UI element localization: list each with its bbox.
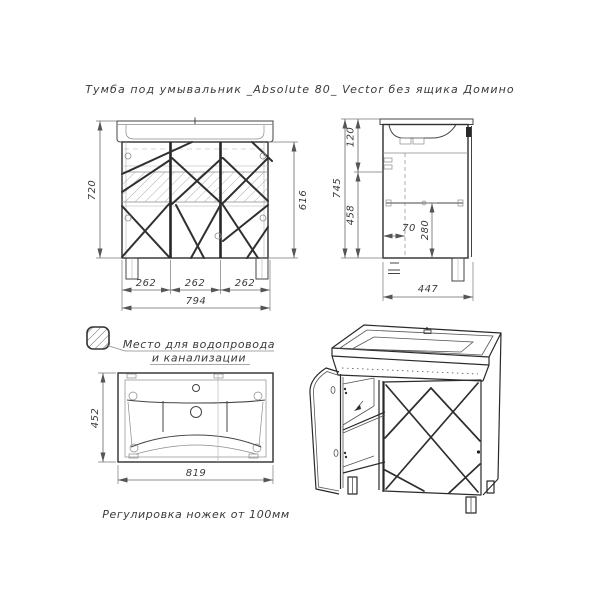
dim-front-w2: 262 [184,278,206,289]
iso-sink [332,325,501,365]
dim-side-pipe-offset: 70 [402,223,416,234]
side-shelf [386,200,463,206]
dim-side-under-shelf: 280 [420,219,431,241]
dim-side-depth: 447 [417,284,439,295]
dim-top-width: 819 [185,468,207,479]
dim-front-height: 720 [87,179,98,201]
iso-apron [332,356,489,381]
dim-side-bottom: 458 [345,204,357,226]
overflow-hole [193,385,200,392]
front-sink [117,118,273,143]
side-hinge-block [466,127,471,137]
side-view [332,119,473,301]
footnote-legs-adjust: Регулировка ножек от 100мм [102,508,290,521]
legend [87,327,275,365]
dim-top-depth: 452 [90,407,101,429]
side-basin-profile [389,125,456,139]
drain-hole [191,407,202,418]
bowl-contours [127,400,265,454]
service-hatch-band [122,166,268,206]
iso-interior [341,374,386,489]
iso-open-door [310,368,339,494]
dim-front-door-height: 616 [298,189,309,211]
dim-front-width: 794 [185,296,207,307]
iso-view [310,325,501,513]
door-knob [477,450,480,453]
front-legs [126,258,268,279]
dim-side-total: 745 [332,177,343,199]
dim-side-top: 120 [345,126,357,148]
front-view [87,118,309,312]
shelf-arrow [354,405,361,411]
hatched-square-icon [87,327,109,349]
dim-front-w3: 262 [234,278,256,289]
legend-text-line2: и канализации [151,351,247,365]
dim-front-w1: 262 [135,278,157,289]
side-sink-rim [380,119,473,125]
front-dimensions [87,121,309,311]
side-leg [388,258,464,281]
iso-right-door [384,380,481,495]
bowl-corner-marks [129,392,262,452]
legend-text-line1: Место для водопровода [122,338,276,351]
top-view [90,373,273,484]
drawing-title: Тумба под умывальник _Absolute 80_ Vector без ящика Домино [85,83,515,96]
